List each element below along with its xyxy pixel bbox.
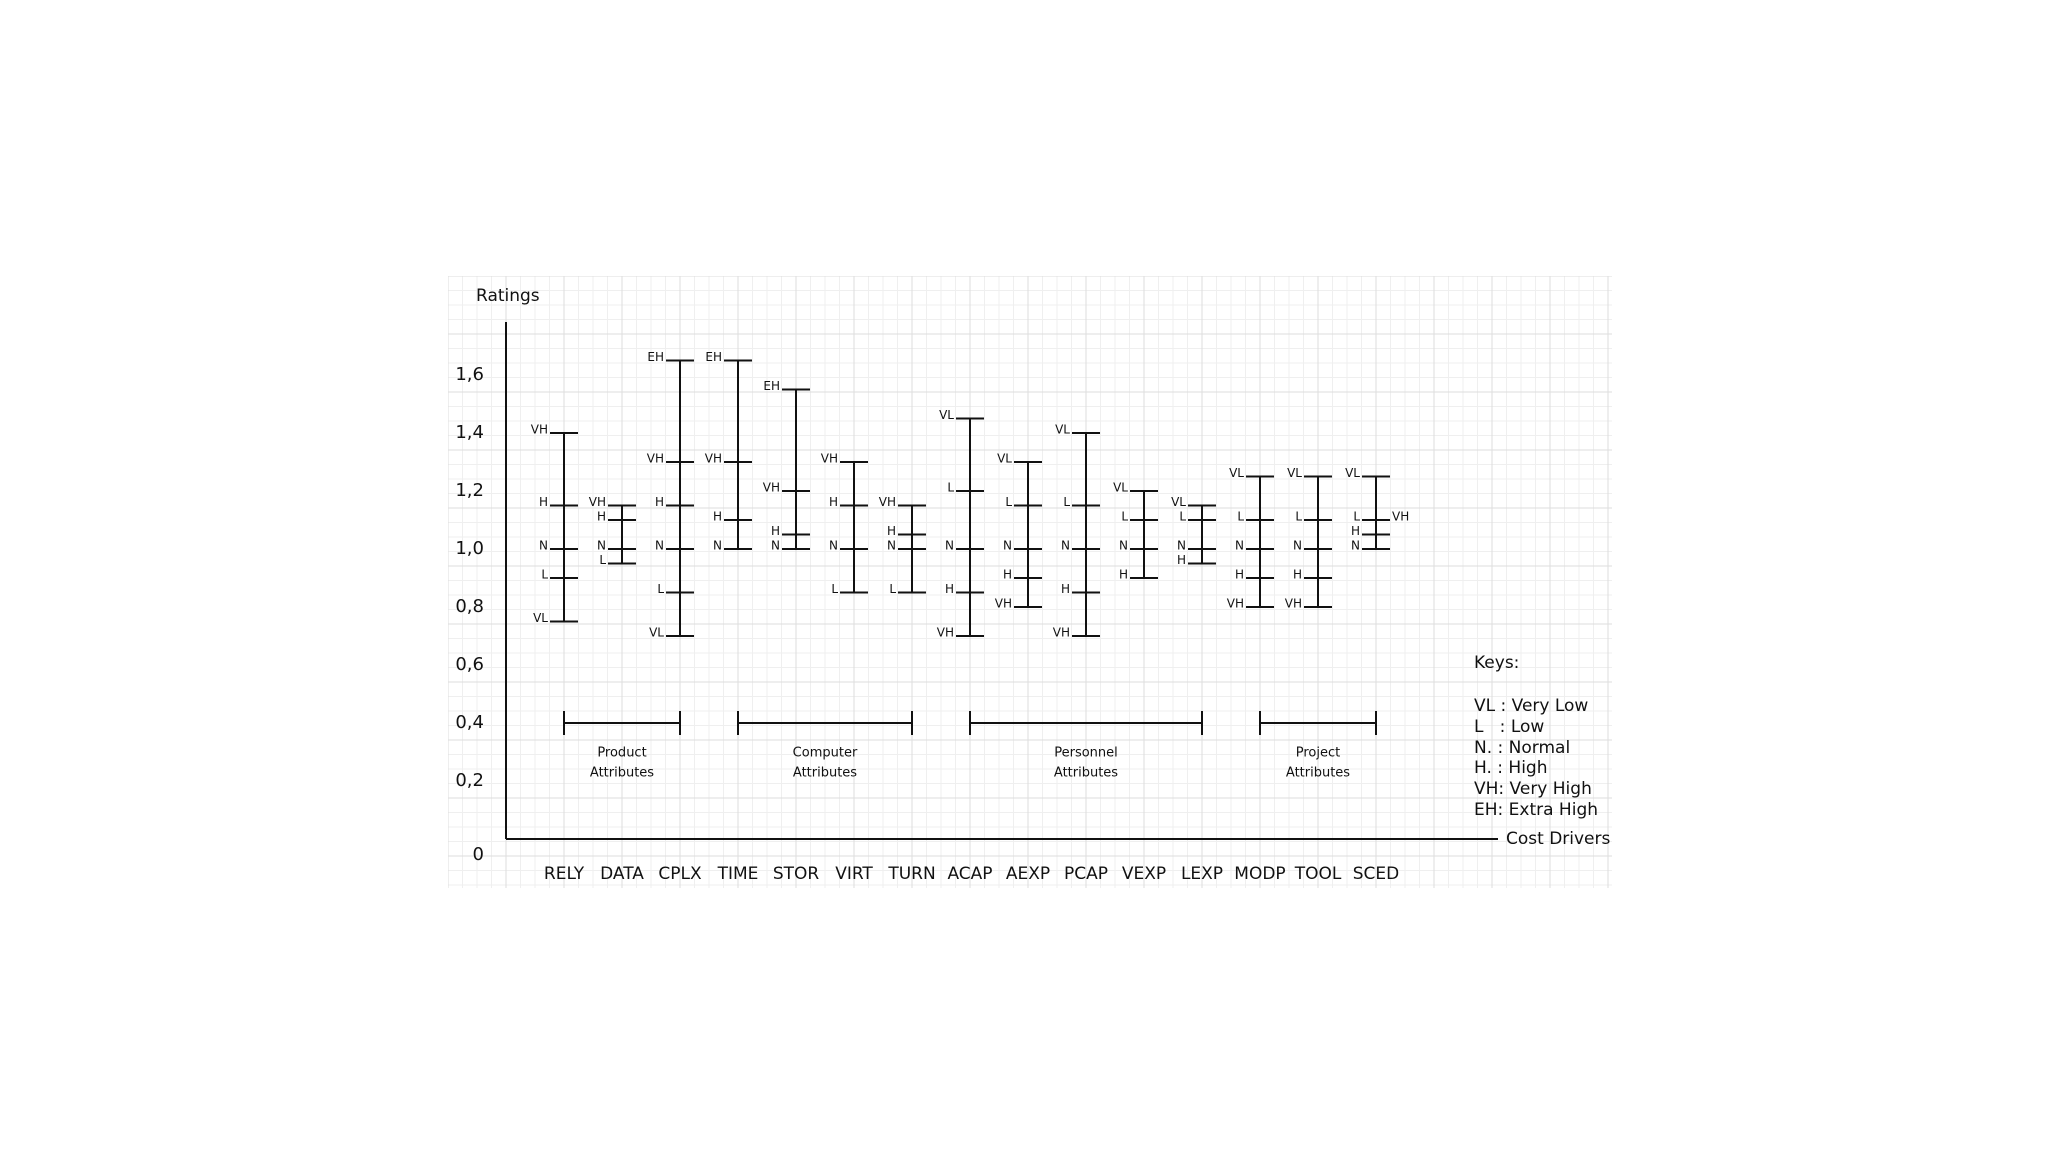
rating-label: L [1295, 509, 1302, 524]
x-tick-label: RELY [543, 864, 585, 884]
y-tick-label: 0,2 [455, 770, 484, 791]
driver-cplx [647, 350, 694, 640]
rating-label: EH [705, 350, 722, 364]
y-tick-label: 1,4 [455, 422, 484, 443]
x-tick-label: PCAP [1063, 864, 1109, 884]
rating-label: H [712, 509, 722, 524]
rating-label: N [713, 538, 722, 553]
rating-label: N [539, 538, 548, 553]
rating-label: N [655, 538, 664, 553]
rating-label: N [1003, 538, 1012, 553]
rating-label: N [829, 538, 838, 553]
rating-label: VH [936, 625, 954, 640]
group-label: Attributes [1285, 765, 1351, 781]
chart-figure [448, 276, 1612, 888]
key-item: N. : Normal [1474, 738, 1571, 758]
key-item: EH: Extra High [1474, 800, 1599, 820]
rating-label: H [1234, 567, 1244, 582]
rating-label: N [945, 538, 954, 553]
driver-modp [1227, 466, 1274, 611]
driver-aexp [995, 452, 1042, 611]
rating-label: EH [647, 350, 664, 364]
rating-label: N [771, 538, 780, 553]
rating-label: H [1118, 567, 1128, 582]
rating-label: H [596, 509, 606, 524]
key-item: H. : High [1474, 758, 1548, 778]
x-tick-label: STOR [772, 864, 820, 884]
rating-label: VH [994, 596, 1012, 611]
x-tick-label: DATA [600, 864, 644, 884]
x-tick-label: LEXP [1180, 864, 1224, 884]
x-tick-label: VIRT [835, 864, 873, 884]
rating-label: VH [878, 495, 896, 509]
x-tick-label: CPLX [658, 864, 702, 884]
y-tick-label: 0,6 [455, 654, 484, 675]
rating-label: VL [649, 625, 664, 640]
rating-label: L [541, 567, 548, 582]
rating-label: N [1061, 538, 1070, 553]
rating-label: L [599, 553, 606, 567]
rating-label: H [886, 524, 896, 538]
rating-label: VL [1229, 466, 1244, 480]
rating-label: VH [1284, 596, 1302, 611]
rating-label: L [1179, 509, 1186, 524]
rating-label: H [654, 495, 664, 509]
group-label: Project [1295, 745, 1341, 761]
driver-acap [937, 408, 984, 640]
rating-label: VL [533, 611, 548, 625]
rating-label: VH [762, 480, 780, 495]
rating-label: VL [1113, 480, 1128, 495]
rating-label: VH [1052, 625, 1070, 640]
group-label: Personnel [1054, 745, 1118, 761]
group-label: Attributes [1053, 765, 1119, 781]
rating-label: H [828, 495, 838, 509]
x-axis-title: Cost Drivers [1506, 829, 1611, 849]
driver-tool [1285, 466, 1332, 611]
rating-label: L [947, 480, 954, 495]
rating-label: H [770, 524, 780, 538]
y-tick-label: 0,8 [455, 596, 484, 617]
rating-label: H [1060, 582, 1070, 596]
rating-label: L [1353, 509, 1360, 524]
rating-label: N [1177, 538, 1186, 553]
rating-label: H [1350, 524, 1360, 538]
key-item: VL : Very Low [1474, 696, 1589, 716]
rating-label: H [538, 495, 548, 509]
rating-label: VL [1171, 495, 1186, 509]
driver-pcap [1053, 423, 1100, 640]
rating-label: VH [704, 451, 722, 466]
group-label: Attributes [589, 765, 655, 781]
rating-label: L [831, 582, 838, 596]
grid [448, 276, 1612, 888]
rating-label: H [1292, 567, 1302, 582]
keys-title: Keys: [1474, 653, 1520, 673]
y-tick-label: 1,2 [455, 480, 484, 501]
y-ticks [455, 364, 484, 865]
driver-lexp [1171, 495, 1216, 567]
rating-label: VH [588, 495, 606, 509]
rating-label: VL [1287, 466, 1302, 480]
driver-virt [821, 452, 868, 597]
rating-label: VH [1392, 509, 1410, 524]
rating-label: VL [997, 451, 1012, 466]
x-tick-label: MODP [1234, 864, 1286, 884]
rating-label: EH [763, 379, 780, 393]
rating-label: VH [820, 451, 838, 466]
x-tick-label: AEXP [1005, 864, 1051, 884]
key-item: VH: Very High [1474, 779, 1592, 799]
driver-data [589, 495, 636, 567]
rating-label: VH [1226, 596, 1244, 611]
rating-label: N [1293, 538, 1302, 553]
y-tick-label: 1,6 [455, 364, 484, 385]
x-tick-label: ACAP [947, 864, 993, 884]
x-tick-label: SCED [1352, 864, 1400, 884]
rating-label: L [657, 582, 664, 596]
rating-label: L [1063, 495, 1070, 509]
rating-label: VL [939, 408, 954, 422]
y-tick-label: 1,0 [455, 538, 484, 559]
rating-label: L [1005, 495, 1012, 509]
rating-label: VL [1055, 422, 1070, 437]
driver-stor [763, 379, 810, 553]
rating-label: VH [646, 451, 664, 466]
rating-label: N [1235, 538, 1244, 553]
rating-label: N [597, 538, 606, 553]
rating-label: N [1351, 538, 1360, 553]
y-tick-label: 0 [472, 844, 484, 865]
y-tick-label: 0,4 [455, 712, 484, 733]
group-label: Attributes [792, 765, 858, 781]
rating-label: H [1176, 553, 1186, 567]
rating-label: H [1002, 567, 1012, 582]
x-tick-labels [544, 864, 1399, 884]
x-tick-label: TURN [888, 864, 936, 884]
group-label: Computer [792, 745, 858, 761]
chart-svg [448, 276, 1612, 888]
x-tick-label: TIME [717, 864, 759, 884]
rating-label: L [1237, 509, 1244, 524]
rating-label: L [1121, 509, 1128, 524]
x-tick-label: VEXP [1121, 864, 1167, 884]
group-label: Product [597, 745, 647, 761]
y-axis-title: Ratings [476, 286, 540, 306]
key-item: L : Low [1474, 717, 1545, 737]
rating-label: H [944, 582, 954, 596]
rating-label: VH [530, 422, 548, 437]
rating-label: N [1119, 538, 1128, 553]
rating-label: N [887, 538, 896, 553]
rating-label: L [889, 582, 896, 596]
rating-label: VL [1345, 466, 1360, 480]
x-tick-label: TOOL [1294, 864, 1342, 884]
